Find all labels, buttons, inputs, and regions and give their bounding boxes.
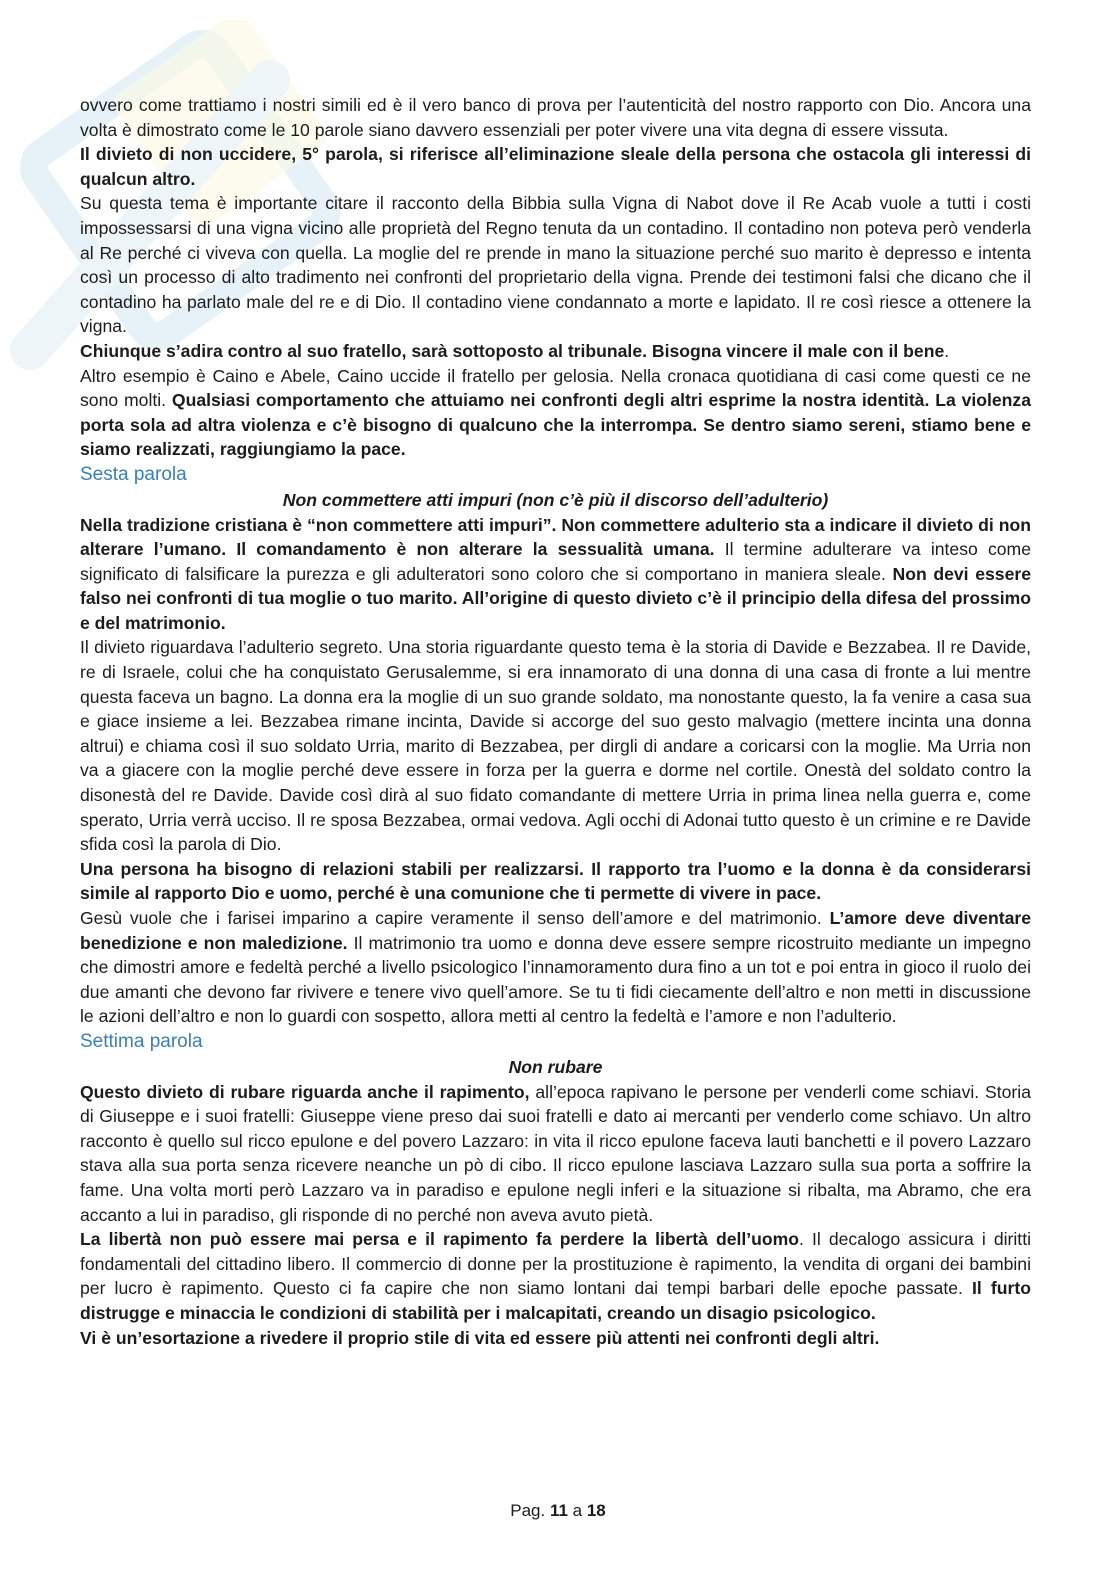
section7-paragraph-1 <box>80 1080 1031 1228</box>
text: all’epoca rapivano le persone per venderli come schiavi. Storia di Giuseppe e i suoi fratelli: Giuseppe viene preso dai suoi fratelli e dato ai mercanti per venderlo come schiavo. Un altro racconto è quello sul ricco epulone e del povero Lazzaro: in vita il ricco epulone faceva lauti banchetti e il povero Lazzaro stava alla sua porta senza ricevere neanche un pò di cibo. Il ricco epulone lasciava Lazzaro sulla sua porta a soffrire la fame. Una volta morti però Lazzaro va in paradiso e epulone negli inferi e la situazione si ribalta, ma Abramo, che era accanto a lui in paradiso, gli risponde di no perché non aveva avuto pietà. <box>80 1081 1031 1225</box>
bold-text: Non devi essere falso nei confronti di tua moglie o tuo marito. All’origine di questo divieto c’è il principio della difesa del prossimo e del matrimonio. <box>80 563 1031 633</box>
intro-paragraph-5 <box>80 364 1031 462</box>
intro-bold-text: Il divieto di non uccidere, 5° parola, si riferisce all’eliminazione sleale della persona che ostacola gli interessi di qualcun altro. <box>80 144 1031 189</box>
bold-text: Una persona ha bisogno di relazioni stabili per realizzarsi. Il rapporto tra l’uomo e la donna è da considerarsi simile al rapporto Dio e uomo, perché è una comunione che ti permette di vivere in pace. <box>80 858 1031 904</box>
section6-paragraph-4 <box>80 906 1031 1029</box>
section7-paragraph-3 <box>80 1326 1031 1351</box>
bold-text: Vi è un’esortazione a rivedere il proprio stile di vita ed essere più attenti nei confronti degli altri. <box>80 1327 880 1348</box>
text: . Il decalogo assicura i diritti fondamentali del cittadino libero. Il commercio di donne per la prostituzione è rapimento, la vendita di organi dei bambini per lucro è rapimento. Questo ci fa capire che non siamo lontani dai tempi barbari delle epoche passate. <box>80 1229 1031 1299</box>
text: Il termine adulterare va inteso come significato di falsificare la purezza e gli adulteratori sono coloro che si comportano in maniera sleale. <box>80 539 1031 584</box>
intro-text: Altro esempio è Caino e Abele, Caino uccide il fratello per gelosia. Nella cronaca quotidiana di casi come questi ce ne sono molti. <box>80 365 1031 411</box>
bold-text: L’amore deve diventare benedizione e non maledizione. <box>80 908 1031 953</box>
section6-paragraph-1 <box>80 513 1031 636</box>
bold-text: Il furto distrugge e minaccia le condizioni di stabilità per i malcapitati, creando un disagio psicologico. <box>80 1278 1031 1323</box>
intro-paragraph-3: Su questa tema è importante citare il racconto della Bibbia sulla Vigna di Nabot dove il Re Acab vuole a tutti i costi impossessarsi di una vigna vicino alle proprietà del Regno tenuta da un contadino. Il contadino non poteva però venderla al Re perché ci viveva con quella. La moglie del re prende in mano la situazione perché suo marito è depresso e intenta così un processo di alto tradimento nei confronti del proprietario della vigna. Prende dei testimoni falsi che dicano che il contadino ha parlato male del re e di Dio. Il contadino viene condannato a morte e lapidato. Il re così riesce a ottenere la vigna. <box>80 193 1031 337</box>
section6-paragraph-3 <box>80 857 1031 906</box>
section7-paragraph-2 <box>80 1227 1031 1325</box>
intro-text: . <box>944 340 950 361</box>
page-footer <box>0 1501 1116 1521</box>
page-separator: a <box>567 1501 587 1520</box>
text: Il matrimonio tra uomo e donna deve essere sempre ricostruito mediante un impegno che dimostri amore e fedeltà perché a livello psicologico l’innamoramento dura fino a un tot e poi entra in gioco il ruolo dei due amanti che devono far rivivere e tenere vivo quell’amore. Se tu ti fidi ciecamente dell’altro e non metti in discussione le azioni dell’altro e non lo guardi con sospetto, allora metti al centro la fedeltà e l’amore e non l’adulterio. <box>80 932 1031 1027</box>
intro-bold-text: Chiunque s’adira contro al suo fratello, sarà sottoposto al tribunale. Bisogna vincere il male con il bene <box>80 340 945 361</box>
bold-text: Nella tradizione cristiana è “non commettere atti impuri”. Non commettere adulterio sta a indicare il divieto di non alterare l’umano. Il comandamento è non alterare la sessualità umana. <box>80 514 1031 560</box>
bold-text: La libertà non può essere mai persa e il rapimento fa perdere la libertà dell’uomo <box>80 1229 800 1250</box>
page-total: 18 <box>586 1501 606 1520</box>
intro-paragraph-2 <box>80 142 1031 191</box>
text: Gesù vuole che i farisei imparino a capire veramente il senso dell’amore e del matrimonio. <box>80 908 830 928</box>
page-number: 11 <box>549 1501 568 1520</box>
section-subtitle: Non rubare <box>508 1056 603 1077</box>
intro-paragraph-1: ovvero come trattiamo i nostri simili ed è il vero banco di prova per l’autenticità del nostro rapporto con Dio. Ancora una volta è dimostrato come le 10 parole siano davvero essenziali per poter vivere una vita degna di essere vissuta. <box>80 95 1031 140</box>
intro-bold-text: Qualsiasi comportamento che attuiamo nei confronti degli altri esprime la nostra identità. La violenza porta sola ad altra violenza e c’è bisogno di qualcuno che la interrompa. Se dentro siamo sereni, stiamo bene e siamo realizzati, raggiungiamo la pace. <box>80 390 1032 460</box>
intro-paragraph-4 <box>80 339 1031 364</box>
section-heading-sesta-parola: Sesta parola <box>80 463 187 485</box>
page-label: Pag. <box>510 1501 550 1520</box>
section6-paragraph-2: Il divieto riguardava l’adulterio segreto. Una storia riguardante questo tema è la storia di Davide e Bezzabea. Il re Davide, re di Israele, colui che ha conquistato Gerusalemme, si era innamorato di una donna di una casa di fronte a lui mentre questa faceva un bagno. La donna era la moglie di un suo grande soldato, ma nonostante questo, la fa venire a casa sua e giace insieme a lei. Bezzabea rimane incinta, Davide si accorge del suo gesto malvagio (mettere incinta una donna altrui) e chiama così il suo soldato Urria, marito di Bezzabea, per dirgli di andare a coricarsi con la moglie. Ma Urria non va a giacere con la moglie perché deve essere in forza per la guerra e dorme nel cortile. Onestà del soldato contro la disonestà del re Davide. Davide così dirà al suo fidato comandante di mettere Urria in prima linea nella guerra e, come sperato, Urria verrà ucciso. Il re sposa Bezzabea, ormai vedova. Agli occhi di Adonai tutto questo è un crimine e re Davide sfida così la parola di Dio. <box>80 637 1031 855</box>
section-heading-settima-parola: Settima parola <box>80 1030 203 1052</box>
section-subtitle: Non commettere atti impuri (non c’è più il discorso dell’adulterio) <box>282 489 829 510</box>
bold-text: Questo divieto di rubare riguarda anche il rapimento, <box>80 1081 530 1102</box>
page-content <box>80 93 1031 1350</box>
